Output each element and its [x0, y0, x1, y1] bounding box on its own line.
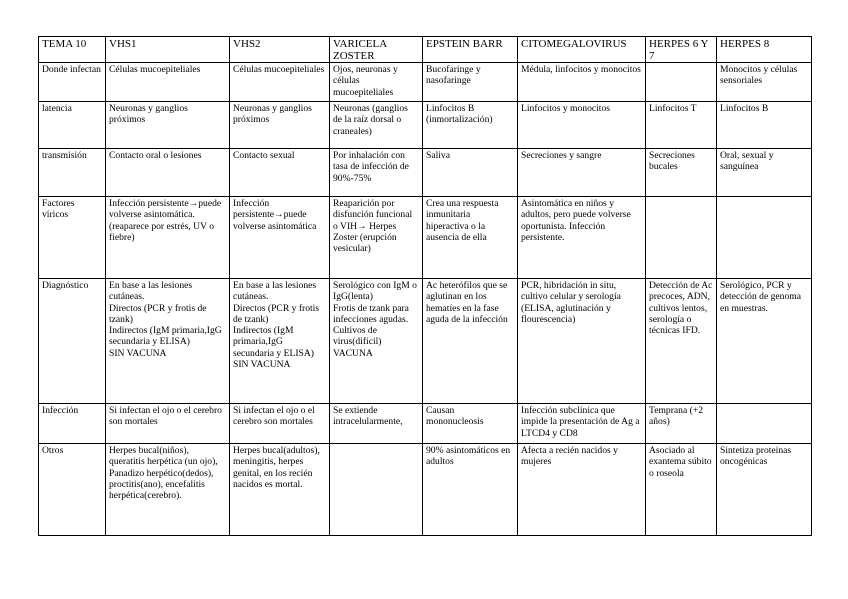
table-cell: Secreciones bucales: [646, 149, 717, 197]
table-cell: [646, 197, 717, 279]
header-cell-vhs2: VHS2: [230, 37, 330, 63]
table-cell: Detección de Ac precoces, ADN, cultivos lentos, serología o técnicas IFD.: [646, 279, 717, 404]
table-cell: Sintetiza proteínas oncogénicas: [717, 444, 812, 536]
table-cell: Contacto sexual: [230, 149, 330, 197]
table-cell: Crea una respuesta inmunitaria hiperactiva o la ausencia de ella: [423, 197, 518, 279]
table-cell: Contacto oral o lesiones: [106, 149, 230, 197]
table-cell: Secreciones y sangre: [518, 149, 646, 197]
table-cell: [330, 279, 423, 404]
table-cell: Temprana (+2 años): [646, 404, 717, 444]
table-cell: Células mucoepiteliales: [106, 63, 230, 102]
row-label: Donde infectan: [39, 63, 106, 102]
table-cell: Se extiende intracelularmente,: [330, 404, 423, 444]
table-row: [39, 279, 812, 404]
table-row: [39, 102, 812, 149]
table-cell: Si infectan el ojo o el cerebro son mortales: [106, 404, 230, 444]
cell-line: Cultivos de virus(difícil): [333, 325, 382, 348]
cell-line: En base a las lesiones cutáneas.: [233, 280, 317, 303]
header-cell-citomegalovirus: CITOMEGALOVIRUS: [518, 37, 646, 63]
row-label: transmisión: [39, 149, 106, 197]
cell-line: Frotis de tzank para infecciones agudas.: [333, 302, 409, 325]
table-cell: Neuronas y ganglios próximos: [230, 102, 330, 149]
cell-line: VACUNA: [333, 347, 373, 359]
cell-line: Directos (PCR y frotis de tzank): [233, 302, 320, 325]
cell-line: SIN VACUNA: [109, 347, 167, 359]
table-cell: Ac heterófilos que se aglutinan en los hematíes en la fase aguda de la infección: [423, 279, 518, 404]
table-cell: Neuronas (ganglios de la raíz dorsal o craneales): [330, 102, 423, 149]
table-cell: Médula, linfocitos y monocitos: [518, 63, 646, 102]
table-cell: Herpes bucal(adultos), meningitis, herpes genital, en los recién nacidos es mortal.: [230, 444, 330, 536]
header-cell-vhs1: VHS1: [106, 37, 230, 63]
table-row: [39, 63, 812, 102]
table-cell: Infección persistente→puede volverse asintomática: [230, 197, 330, 279]
table-cell: Oral, sexual y sanguínea: [717, 149, 812, 197]
header-cell-varicela-zoster: VARICELA ZOSTER: [330, 37, 423, 63]
table-row: [39, 404, 812, 444]
table-cell: [717, 197, 812, 279]
cell-line: En base a las lesiones cutáneas.: [109, 280, 193, 303]
table-cell: [230, 279, 330, 404]
table-cell: Herpes bucal(niños), queratitis herpética (un ojo), Panadizo herpético(dedos), proctitis(ano), encefalitis herpética(cerebro).: [106, 444, 230, 536]
table-cell: Linfocitos T: [646, 102, 717, 149]
table-row: [39, 149, 812, 197]
table-cell: Linfocitos B: [717, 102, 812, 149]
row-label: Otros: [39, 444, 106, 536]
table-cell: Bucofaringe y nasofaringe: [423, 63, 518, 102]
cell-line: Indirectos (IgM primaria,IgG secundaria y ELISA): [109, 325, 222, 348]
header-cell-herpes-8: HERPES 8: [717, 37, 812, 63]
table-cell: Linfocitos y monocitos: [518, 102, 646, 149]
header-cell-epstein-barr: EPSTEIN BARR: [423, 37, 518, 63]
table-cell: Por inhalación con tasa de infección de 90%-75%: [330, 149, 423, 197]
table-cell: [646, 63, 717, 102]
table-cell: Asociado al exantema súbito o roseola: [646, 444, 717, 536]
row-label: Factores víricos: [39, 197, 106, 279]
row-label: Infección: [39, 404, 106, 444]
cell-line: Serológico con IgM o IgG(lenta): [333, 280, 417, 303]
table-cell: [717, 404, 812, 444]
header-row: [39, 37, 812, 63]
table-row: [39, 444, 812, 536]
table-cell: Reaparición por disfunción funcional o VIH→ Herpes Zoster (erupción vesicular): [330, 197, 423, 279]
cell-line: Indirectos (IgM primaria,IgG secundaria y ELISA): [233, 325, 314, 359]
table-cell: [106, 279, 230, 404]
table-cell: Infección persistente→puede volverse asintomática. (reaparece por estrés, UV o fiebre): [106, 197, 230, 279]
table-cell: Células mucoepiteliales: [230, 63, 330, 102]
table-cell: Saliva: [423, 149, 518, 197]
table-cell: Infección subclínica que impide la presentación de Ag a LTCD4 y CD8: [518, 404, 646, 444]
table-cell: Serológico, PCR y detección de genoma en muestras.: [717, 279, 812, 404]
table-cell: 90% asintomáticos en adultos: [423, 444, 518, 536]
table-row: [39, 197, 812, 279]
cell-line: SIN VACUNA: [233, 359, 291, 371]
table-cell: Causan mononucleosis: [423, 404, 518, 444]
table-cell: Afecta a recién nacidos y mujeres: [518, 444, 646, 536]
table-body: [39, 37, 812, 536]
table-cell: PCR, hibridación in situ, cultivo celular y serología (ELISA, aglutinación y flourescencia): [518, 279, 646, 404]
table-cell: Linfocitos B (inmortalización): [423, 102, 518, 149]
header-cell-topic: TEMA 10: [39, 37, 106, 63]
cell-line: Directos (PCR y frotis de tzank): [109, 302, 207, 325]
virus-comparison-table: [38, 36, 812, 536]
table-cell: Si infectan el ojo o el cerebro son mortales: [230, 404, 330, 444]
table-cell: Asintomática en niños y adultos, pero puede volverse oportunista. Infección persistente.: [518, 197, 646, 279]
table-cell: Ojos, neuronas y células mucoepiteliales: [330, 63, 423, 102]
table-cell: Monocitos y células sensoriales: [717, 63, 812, 102]
row-label: latencia: [39, 102, 106, 149]
header-cell-herpes-6-7: HERPES 6 Y 7: [646, 37, 717, 63]
table-cell: [330, 444, 423, 536]
row-label: Diagnóstico: [39, 279, 106, 404]
table-cell: Neuronas y ganglios próximos: [106, 102, 230, 149]
